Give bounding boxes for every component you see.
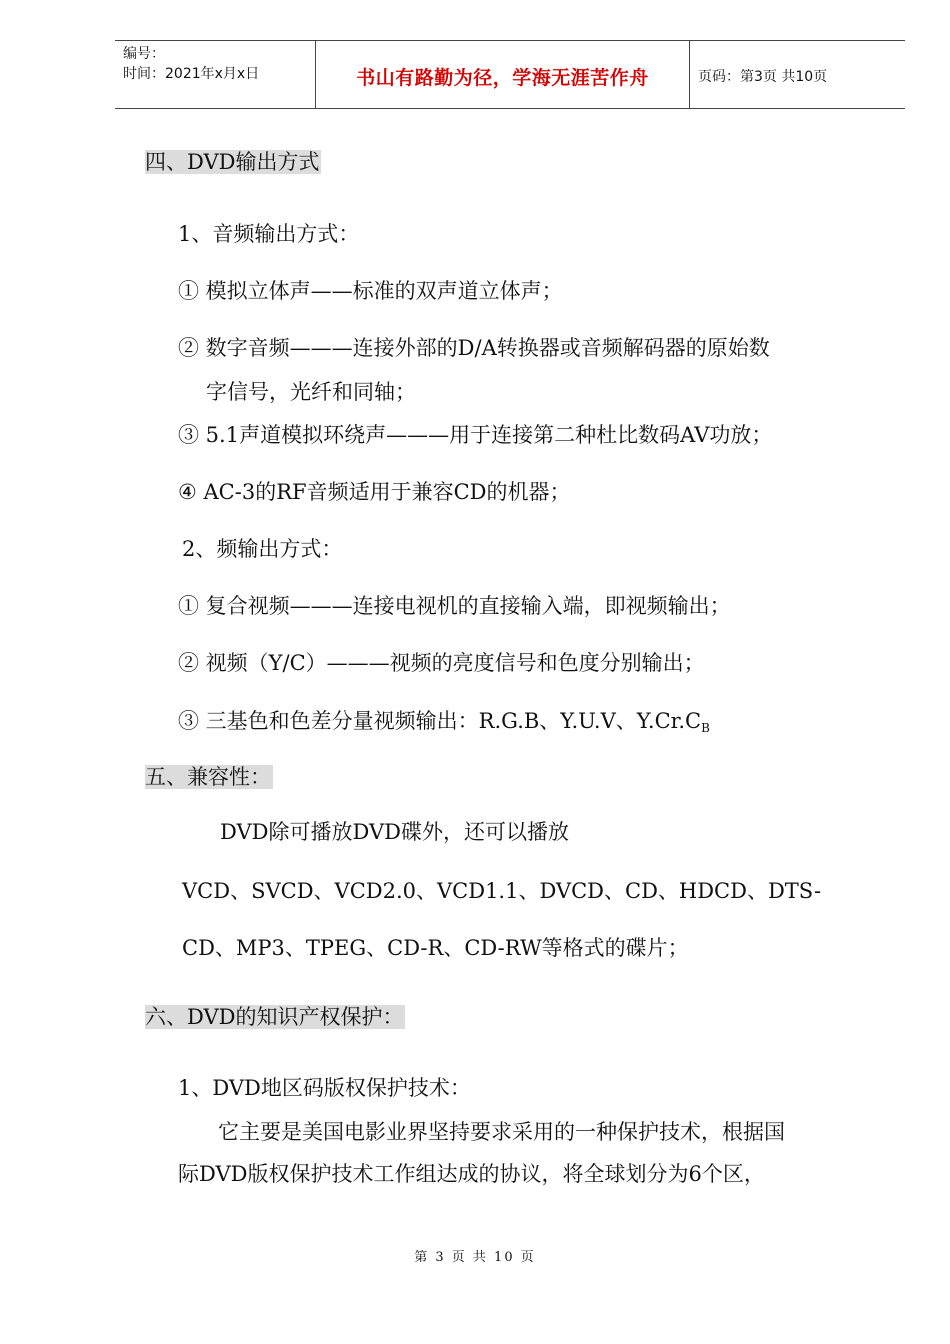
list-item-4-1-c: ③ 5.1声道模拟环绕声———用于连接第二种杜比数码AV功放； bbox=[178, 423, 773, 447]
page-footer: 第 3 页 共 10 页 bbox=[414, 1250, 536, 1265]
section-6-heading bbox=[145, 1002, 405, 1032]
header-motto-cell bbox=[316, 41, 690, 108]
section-6-title: 六、DVD的知识产权保护： bbox=[145, 1005, 404, 1029]
section-4-heading bbox=[145, 147, 321, 177]
section-5-title: 五、兼容性： bbox=[145, 765, 271, 789]
section-5-paragraph-line3: CD、MP3、TPEG、CD-R、CD-RW等格式的碟片； bbox=[182, 936, 689, 960]
list-item-4-1-b-line2: 字信号，光纤和同轴； bbox=[206, 380, 416, 404]
section-5-heading bbox=[145, 762, 273, 792]
page-header bbox=[115, 40, 905, 109]
subsection-4-1: 1、音频输出方式： bbox=[178, 222, 360, 246]
header-motto: 书山有路勤为径，学海无涯苦作舟 bbox=[356, 67, 649, 89]
document-time-label: 时间：2021年x月x日 bbox=[123, 66, 260, 82]
section-5-paragraph-line1: DVD除可播放DVD碟外，还可以播放 bbox=[220, 820, 569, 844]
list-item-4-2-b: ② 视频（Y/C）———视频的亮度信号和色度分别输出； bbox=[178, 651, 705, 675]
list-item-4-2-c-subscript: B bbox=[701, 721, 710, 735]
section-5-paragraph-line2: VCD、SVCD、VCD2.0、VCD1.1、DVCD、CD、HDCD、DTS- bbox=[182, 879, 822, 903]
section-4-title: 四、DVD输出方式 bbox=[145, 150, 320, 174]
header-page-label: 页码：第3页 共10页 bbox=[698, 69, 828, 85]
header-meta-cell bbox=[115, 41, 316, 108]
list-item-4-2-c bbox=[178, 706, 710, 743]
section-6-paragraph-line2: 际DVD版权保护技术工作组达成的协议，将全球划分为6个区， bbox=[178, 1162, 765, 1186]
list-item-4-1-d: ④ AC-3的RF音频适用于兼容CD的机器； bbox=[178, 480, 571, 504]
document-number-label: 编号： bbox=[123, 46, 165, 62]
list-item-4-2-c-text: ③ 三基色和色差分量视频输出：R.G.B、Y.U.V、Y.Cr.C bbox=[178, 709, 702, 733]
subsection-6-1: 1、DVD地区码版权保护技术： bbox=[178, 1076, 471, 1100]
section-6-paragraph-line1: 它主要是美国电影业界坚持要求采用的一种保护技术，根据国 bbox=[218, 1120, 785, 1144]
header-page-cell bbox=[690, 41, 905, 108]
list-item-4-1-a: ① 模拟立体声——标准的双声道立体声； bbox=[178, 279, 563, 303]
subsection-4-2: 2、频输出方式： bbox=[182, 537, 343, 561]
list-item-4-1-b-line1: ② 数字音频———连接外部的D/A转换器或音频解码器的原始数 bbox=[178, 336, 770, 360]
list-item-4-2-a: ① 复合视频———连接电视机的直接输入端，即视频输出； bbox=[178, 594, 731, 618]
